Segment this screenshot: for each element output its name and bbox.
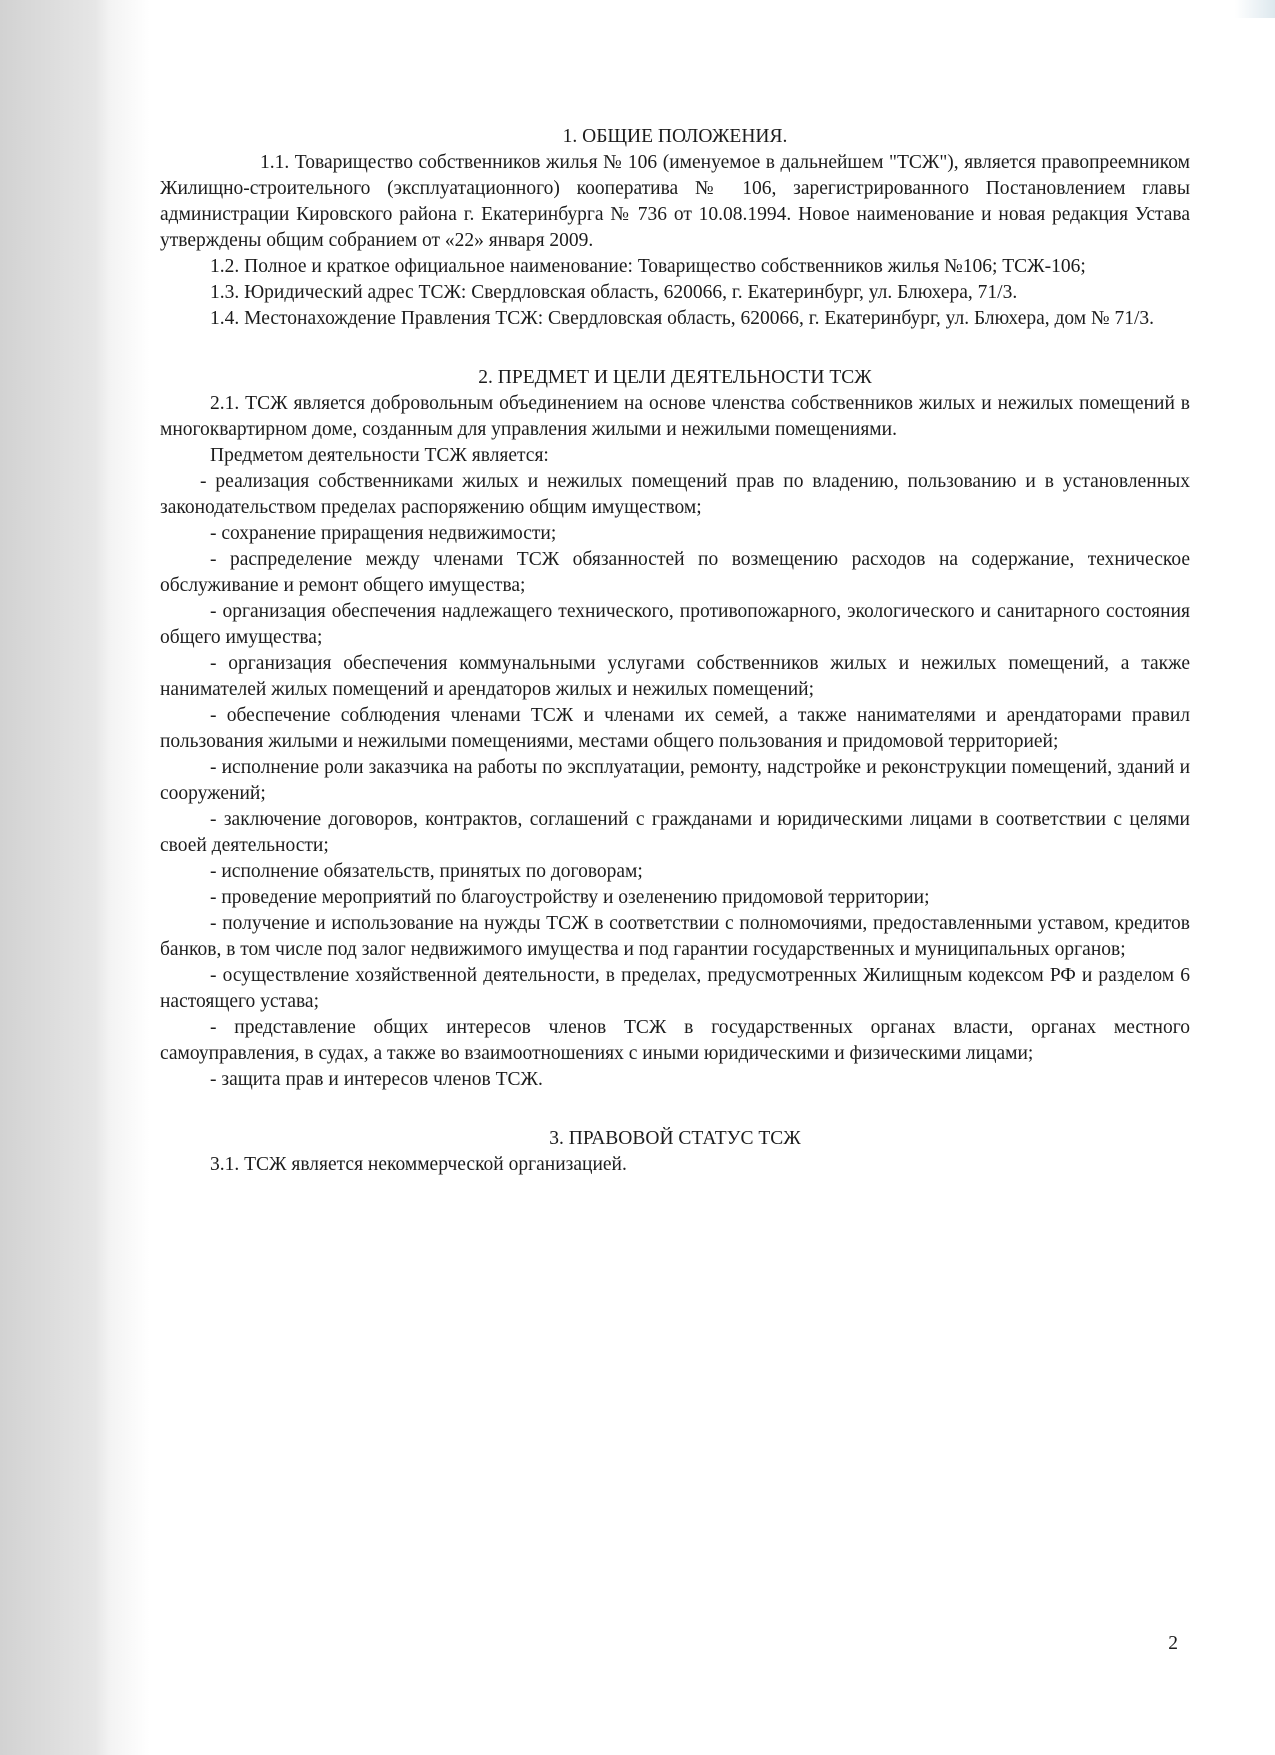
list-item: - сохранение приращения недвижимости; [210,523,557,544]
list-item: - организация обеспечения коммунальными услугами собственников жилых и нежилых помещений, а также нанимателей жилых помещений и арендаторов жилых и нежилых помещений; [160,653,1190,700]
section-2-title: 2. ПРЕДМЕТ И ЦЕЛИ ДЕЯТЕЛЬНОСТИ ТСЖ [478,367,872,388]
section-3-title: 3. ПРАВОВОЙ СТАТУС ТСЖ [549,1128,801,1149]
paragraph-1-2: 1.2. Полное и краткое официальное наименование: Товарищество собственников жилья №106; ТСЖ-106; [210,256,1086,277]
document-page [160,124,1190,1178]
list-item: - реализация собственниками жилых и нежилых помещений прав по владению, пользованию и в установленных законодательством пределах распоряжению общим имуществом; [160,471,1190,518]
list-item: - заключение договоров, контрактов, соглашений с гражданами и юридическими лицами в соответствии с целями своей деятельности; [160,809,1190,856]
paragraph-3-1: 3.1. ТСЖ является некоммерческой организацией. [210,1154,627,1175]
list-item: - обеспечение соблюдения членами ТСЖ и членами их семей, а также нанимателями и арендаторами правил пользования жилыми и нежилыми помещениями, местами общего пользования и придомовой территорией; [160,705,1190,752]
list-item: - исполнение обязательств, принятых по договорам; [210,861,643,882]
list-item: - представление общих интересов членов ТСЖ в государственных органах власти, органах местного самоуправления, в судах, а также во взаимоотношениях с иными юридическими и физическими лицами; [160,1017,1190,1064]
paragraph-1-1: 1.1. Товарищество собственников жилья № 106 (именуемое в дальнейшем "ТСЖ"), является правопреемником Жилищно-строительного (эксплуатационного) кооператива № 106, зарегистрированного Постановлением главы администрации Кировского района г. Екатеринбурга № 736 от 10.08.1994. Новое наименование и новая редакция Устава утверждены общим собранием от «22» января 2009. [160,152,1190,251]
list-item: - защита прав и интересов членов ТСЖ. [210,1069,543,1090]
paragraph-1-3: 1.3. Юридический адрес ТСЖ: Свердловская область, 620066, г. Екатеринбург, ул. Блюхера, 71/3. [210,282,1018,303]
list-item: - получение и использование на нужды ТСЖ в соответствии с полномочиями, предоставленными уставом, кредитов банков, в том числе под залог недвижимого имущества и под гарантии государственных и муниципальных органов; [160,913,1190,960]
list-item: - осуществление хозяйственной деятельности, в пределах, предусмотренных Жилищным кодексом РФ и разделом 6 настоящего устава; [160,965,1190,1012]
list-item: - проведение мероприятий по благоустройству и озеленению придомовой территории; [210,887,930,908]
list-item: - распределение между членами ТСЖ обязанностей по возмещению расходов на содержание, техническое обслуживание и ремонт общего имущества; [160,549,1190,596]
list-item: - организация обеспечения надлежащего технического, противопожарного, экологического и санитарного состояния общего имущества; [160,601,1190,648]
paragraph-1-4: 1.4. Местонахождение Правления ТСЖ: Свердловская область, 620066, г. Екатеринбург, ул. Блюхера, дом № 71/3. [210,308,1155,329]
page-number: 2 [1168,1633,1178,1654]
section-1-title: 1. ОБЩИЕ ПОЛОЖЕНИЯ. [562,126,788,147]
section-gap [160,1093,1190,1126]
list-item: - исполнение роли заказчика на работы по эксплуатации, ремонту, надстройке и реконструкции помещений, зданий и сооружений; [160,757,1190,804]
scan-edge [1235,0,1275,18]
paragraph-subject-intro: Предметом деятельности ТСЖ является: [210,445,549,466]
section-gap [160,332,1190,365]
scan-shadow [0,0,150,1755]
paragraph-2-1: 2.1. ТСЖ является добровольным объединением на основе членства собственников жилых и нежилых помещений в многоквартирном доме, созданным для управления жилыми и нежилыми помещениями. [160,393,1190,440]
